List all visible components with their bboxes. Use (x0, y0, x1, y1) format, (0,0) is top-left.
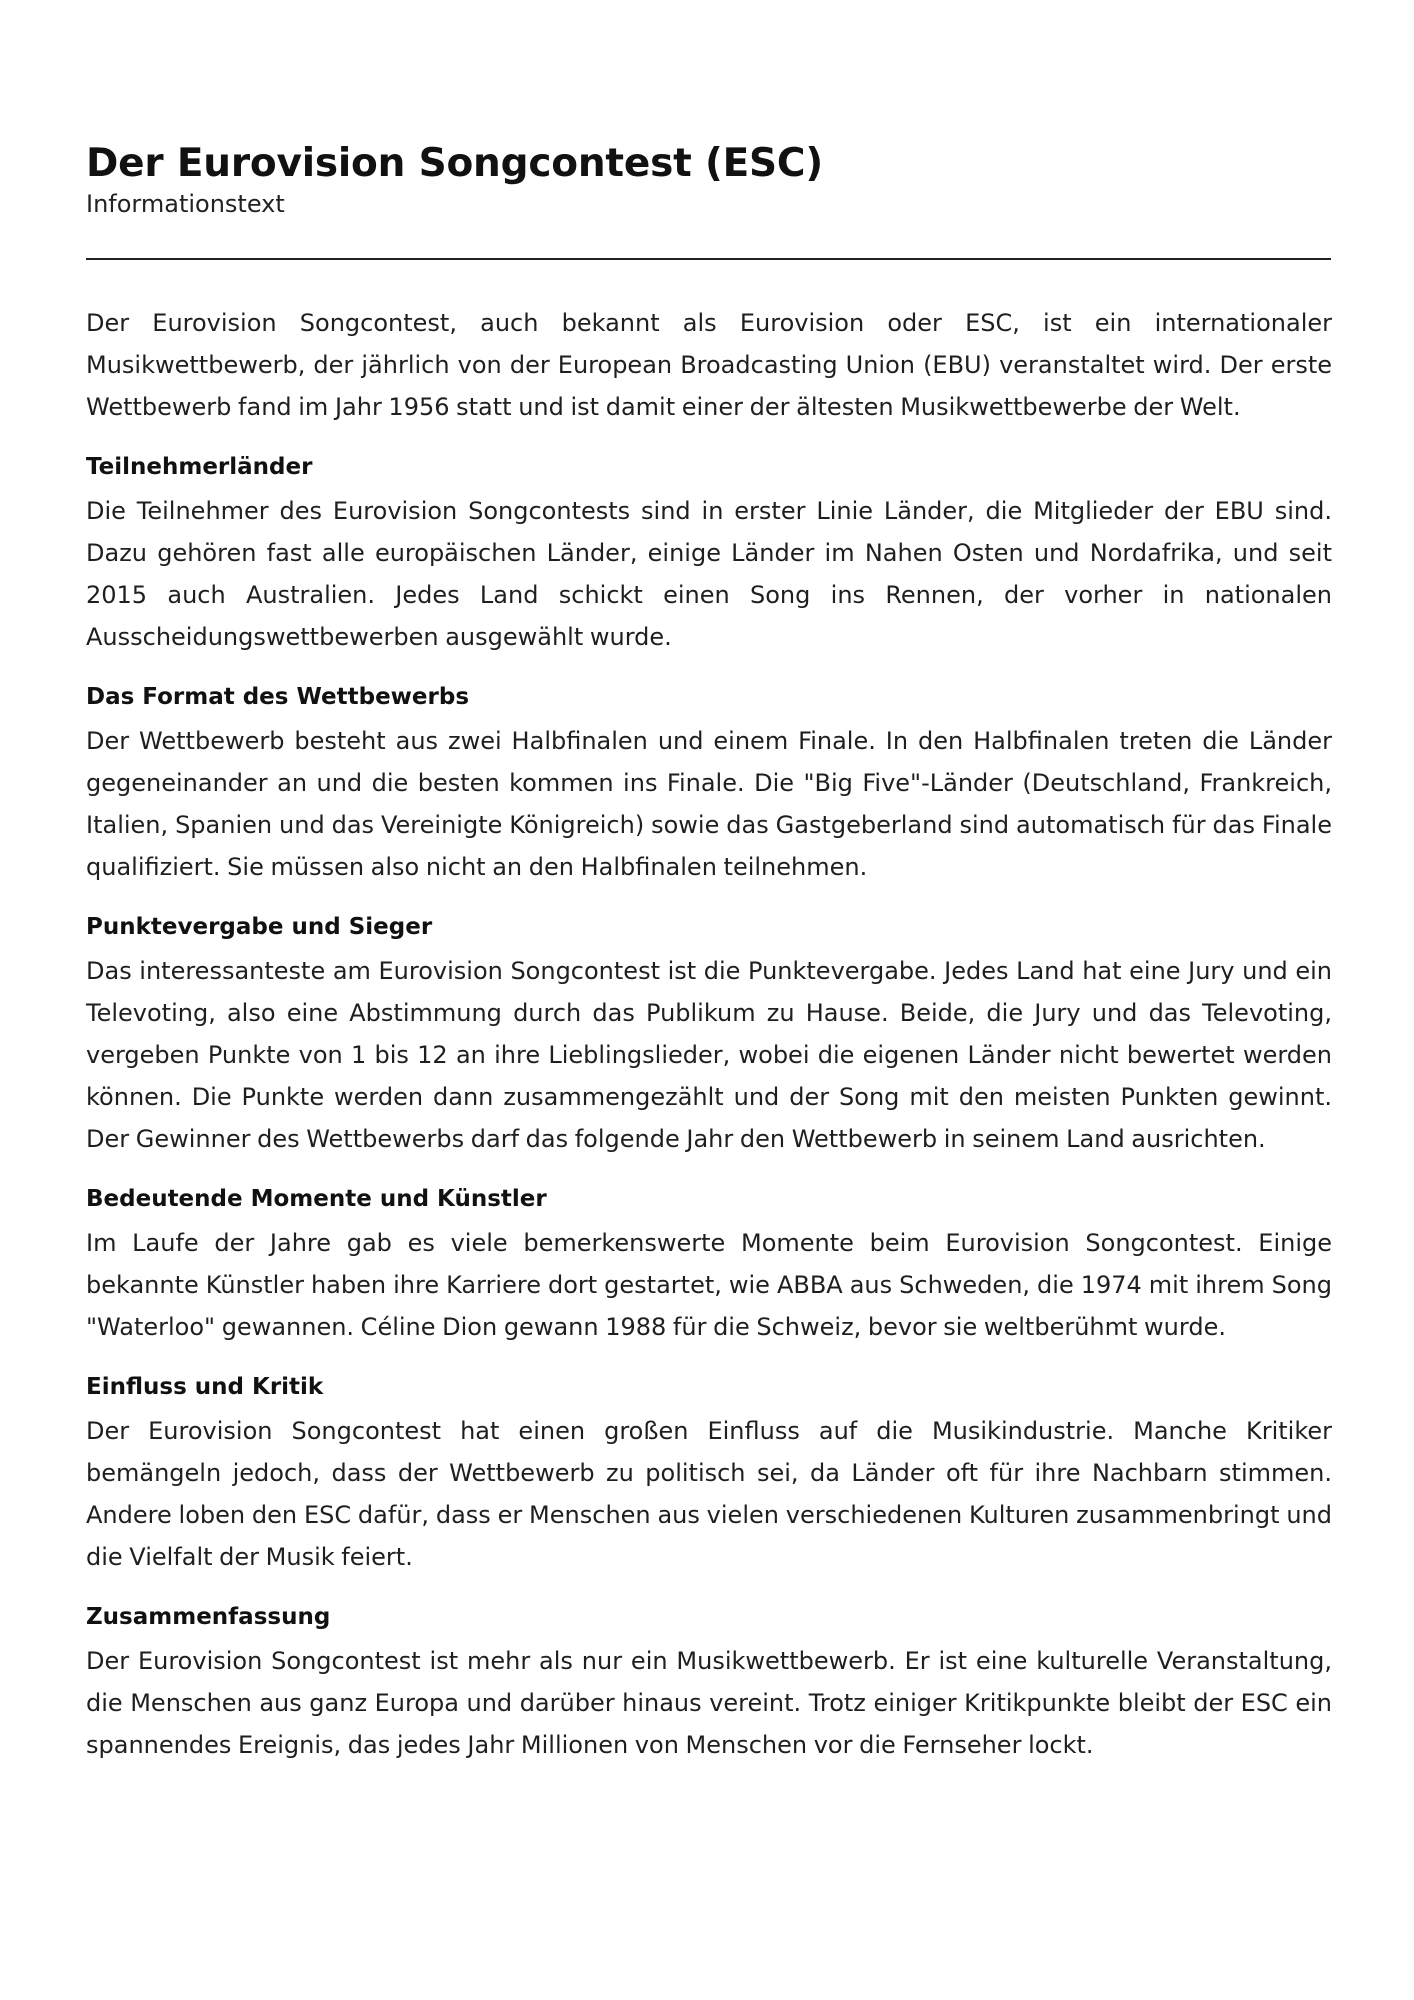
section-text-momente: Im Laufe der Jahre gab es viele bemerkenswerte Momente beim Eurovision Songcontest. Einige bekannte Künstler haben ihre Karriere dort gestartet, wie ABBA aus Schweden, die 1974 mit ihrem Song "Waterloo" gewannen. Céline Dion gewann 1988 für die Schweiz, bevor sie weltberühmt wurde. (86, 1229, 1332, 1341)
section-text-format: Der Wettbewerb besteht aus zwei Halbfinalen und einem Finale. In den Halbfinalen treten die Länder gegeneinander an und die besten kommen ins Finale. Die "Big Five"-Länder (Deutschland, Frankreich, Italien, Spanien und das Vereinigte Königreich) sowie das Gastgeberland sind automatisch für das Finale qualifiziert. Sie müssen also nicht an den Halbfinalen teilnehmen. (86, 727, 1332, 881)
section-text-einfluss: Der Eurovision Songcontest hat einen großen Einfluss auf die Musikindustrie. Manche Kritiker bemängeln jedoch, dass der Wettbewerb zu politisch sei, da Länder oft für ihre Nachbarn stimmen. Andere loben den ESC dafür, dass er Menschen aus vielen verschiedenen Kulturen zusammenbringt und die Vielfalt der Musik feiert. (86, 1417, 1332, 1571)
section-heading-punktevergabe: Punktevergabe und Sieger (86, 914, 433, 940)
document-subtitle: Informationstext (86, 190, 285, 218)
title-divider (86, 258, 1331, 260)
section-text-teilnehmerlaender: Die Teilnehmer des Eurovision Songcontests sind in erster Linie Länder, die Mitglieder der EBU sind. Dazu gehören fast alle europäischen Länder, einige Länder im Nahen Osten und Nordafrika, und seit 2015 auch Australien. Jedes Land schickt einen Song ins Rennen, der vorher in nationalen Ausscheidungswettbewerben ausgewählt wurde. (86, 497, 1332, 651)
section-heading-zusammenfassung: Zusammenfassung (86, 1604, 331, 1630)
section-text-punktevergabe: Das interessanteste am Eurovision Songcontest ist die Punktevergabe. Jedes Land hat eine Jury und ein Televoting, also eine Abstimmung durch das Publikum zu Hause. Beide, die Jury und das Televoting, vergeben Punkte von 1 bis 12 an ihre Lieblingslieder, wobei die eigenen Länder nicht bewertet werden können. Die Punkte werden dann zusammengezählt und der Song mit den meisten Punkten gewinnt. Der Gewinner des Wettbewerbs darf das folgende Jahr den Wettbewerb in seinem Land ausrichten. (86, 957, 1332, 1153)
section-heading-format: Das Format des Wettbewerbs (86, 684, 470, 710)
intro-paragraph: Der Eurovision Songcontest, auch bekannt als Eurovision oder ESC, ist ein internationaler Musikwettbewerb, der jährlich von der European Broadcasting Union (EBU) veranstaltet wird. Der erste Wettbewerb fand im Jahr 1956 statt und ist damit einer der ältesten Musikwettbewerbe der Welt. (86, 309, 1332, 421)
section-heading-teilnehmerlaender: Teilnehmerländer (86, 454, 313, 480)
section-heading-einfluss: Einfluss und Kritik (86, 1374, 324, 1400)
section-heading-momente: Bedeutende Momente und Künstler (86, 1186, 547, 1212)
section-text-zusammenfassung: Der Eurovision Songcontest ist mehr als nur ein Musikwettbewerb. Er ist eine kulturelle Veranstaltung, die Menschen aus ganz Europa und darüber hinaus vereint. Trotz einiger Kritikpunkte bleibt der ESC ein spannendes Ereignis, das jedes Jahr Millionen von Menschen vor die Fernseher lockt. (86, 1647, 1332, 1759)
document-title: Der Eurovision Songcontest (ESC) (86, 141, 823, 186)
